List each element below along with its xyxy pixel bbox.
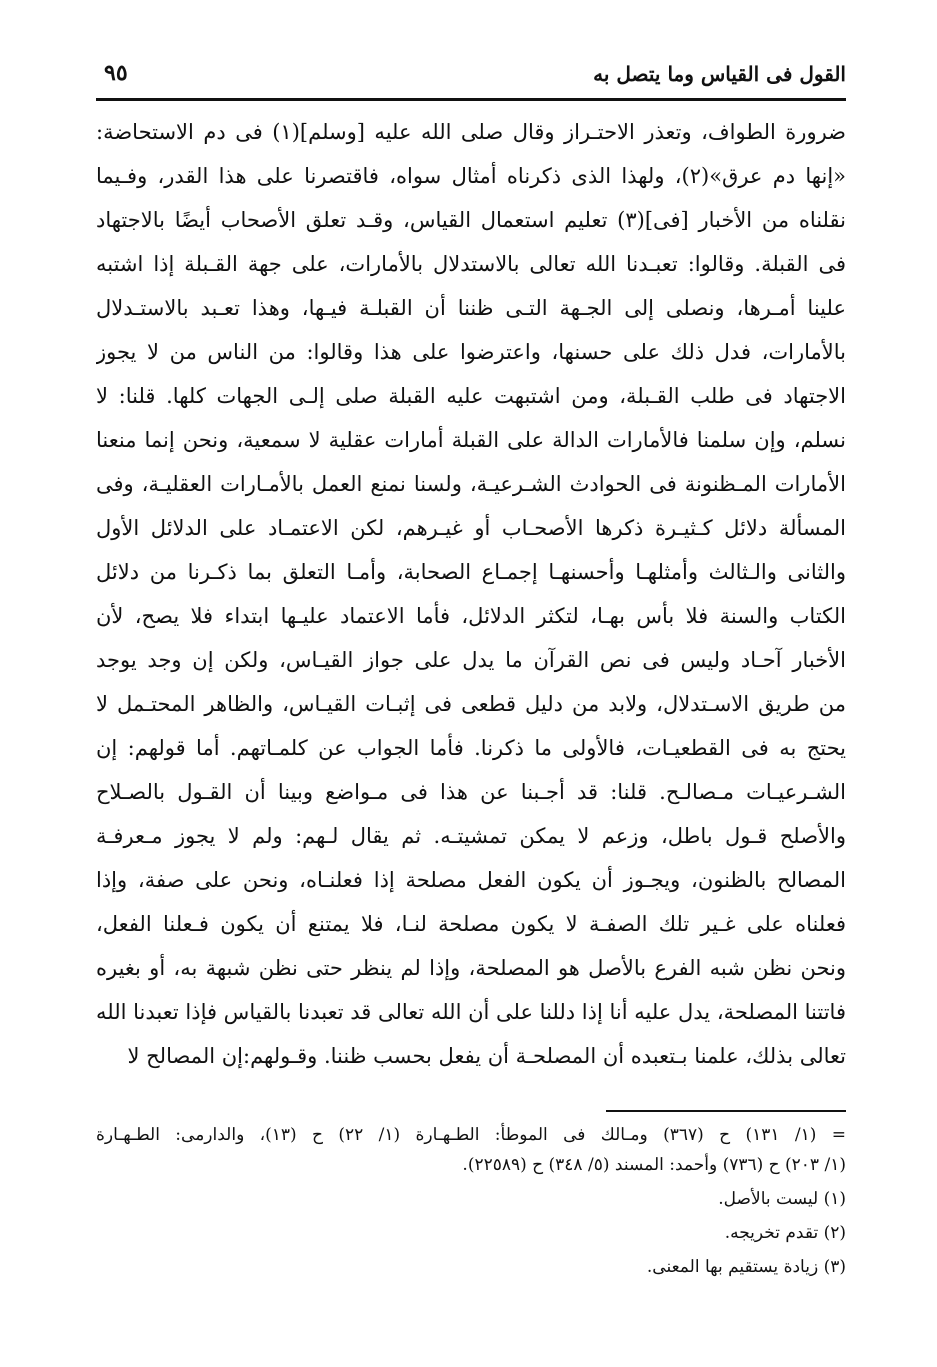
text-line: الأمارات المـظنونة فى الحوادث الشـرعيـة، ولسنا نمنع العمل بالأمـارات العقليـة، وفى xyxy=(96,472,846,496)
footnote-rule xyxy=(606,1110,846,1112)
text-line: يحتج به فى القطعيـات، فالأولى ما ذكرنا. فأما الجواب عن كلمـاتهم. أما قولهم: إن xyxy=(96,736,846,760)
footnote-continuation: (١/ ٢٠٣) ح (٧٣٦) وأحمد: المسند (٥/ ٣٤٨) ح (٢٢٥٨٩). xyxy=(462,1155,846,1175)
page-header xyxy=(96,58,846,94)
text-line: والثانى والـثالث وأمثلهـا وأحسنهـا إجمـاع الصحابة، وأمـا التعلق بما ذكـرنا من دلائل xyxy=(96,560,846,584)
text-line: ضرورة الطواف، وتعذر الاحتـراز وقال صلى الله عليه [وسلم](١) فى دم الاستحاضة: xyxy=(96,120,846,144)
text-line: المسألة دلائل كـثيـرة ذكرها الأصحـاب أو غيـرهم، لكن الاعتمـاد على الدلائل الأول xyxy=(96,516,846,540)
text-line: فعلناه على غـير تلك الصفـة لا يكون مصلحة لنـا، فلا يمتنع أن يكون فـعلنا الفعل، xyxy=(96,912,846,936)
body-text xyxy=(96,110,846,1078)
text-line: علينا أمـرها، ونصلى إلى الجـهة التـى ظننا أن القبلـة فيـها، وهذا تعـبد بالاستـدلال xyxy=(96,296,846,320)
text-line: المصالح بالظنون، ويجـوز أن يكون الفعل مصلحة إذا فعلنـاه، ونحن على صفة، وإذا xyxy=(96,868,846,892)
text-line: الشـرعيـات مـصالـح. قلنا: قد أجـبنا عن هذا فى مـواضع وبينا أن القـول بالصـلاح xyxy=(96,780,846,804)
footnote-1: (١) ليست بالأصل. xyxy=(718,1189,846,1209)
footnote-continuation: = (١/ ١٣١) ح (٣٦٧) ومـالك فى الموطأ: الطـهـارة (١/ ٢٢) ح (١٣)، والدارمى: الطـهـارة xyxy=(96,1125,846,1145)
footnotes xyxy=(96,1120,846,1282)
text-line: والأصلح قـول باطل، وزعم لا يمكن تمشيتـه. ثم يقال لـهم: ولم لا يجوز مـعرفـة xyxy=(96,824,846,848)
text-line: نسلم، وإن سلمنا فالأمارات الدالة على القبلة أمارات عقلية لا سمعية، ونحن إنما منعنا xyxy=(96,428,846,452)
page-number: ٩٥ xyxy=(104,60,128,86)
footnote-3: (٣) زيادة يستقيم بها المعنى. xyxy=(646,1257,846,1277)
footnote-2: (٢) تقدم تخريجه. xyxy=(724,1223,846,1243)
text-line: ونحن نظن شبه الفرع بالأصل هو المصلحة، وإذا لم ينظر حتى نظن شبهة به، أو بغيره xyxy=(96,956,846,980)
text-line: نقلناه من الأخبار [فى](٣) تعليم استعمال القياس، وقـد تعلق الأصحاب أيضًا بالاجتهاد xyxy=(96,208,846,232)
text-line: الأخبار آحـاد وليس فى نص القرآن ما يدل على جواز القيـاس، ولكن إن وجد يوجد xyxy=(96,648,846,672)
text-line: فاتتنا المصلحة، يدل عليه أنا إذا دللنا على أن الله تعالى قد تعبدنا بالقياس فإذا تعبدنا الله xyxy=(96,1000,846,1024)
text-line: من طريق الاسـتدلال، ولابد من دليل قطعى فى إثبـات القيـاس، والظاهر المحتـمل لا xyxy=(96,692,846,716)
text-line: فى القبلة. وقالوا: تعبـدنا الله تعالى بالاستدلال بالأمارات، على جهة القـبلة إذا اشتبه xyxy=(96,252,846,276)
text-line: تعالى بذلك، علمنا بـتعبده أن المصلحـة أن يفعل بحسب ظننا. وقـولهم:إن المصالح لا xyxy=(127,1044,846,1068)
text-line: «إنها دم عرق»(٢)، ولهذا الذى ذكرناه أمثال سواه، فاقتصرنا على هذا القدر، وفـيما xyxy=(96,164,846,188)
text-line: بالأمارات، فدل ذلك على حسنها، واعترضوا على هذا وقالوا: من الناس من لا يجوز xyxy=(96,340,846,364)
text-line: الكتاب والسنة فلا بأس بهـا، لتكثر الدلائل، فأما الاعتماد عليـها ابتداء فلا يصح، لأن xyxy=(96,604,846,628)
text-line: الاجتهاد فى طلب القـبلة، ومن اشتبهت عليه القبلة صلى إلـى الجهات كلها. قلنا: لا xyxy=(96,384,846,408)
header-rule xyxy=(96,98,846,101)
running-title: القول فى القياس وما يتصل به xyxy=(593,62,846,86)
